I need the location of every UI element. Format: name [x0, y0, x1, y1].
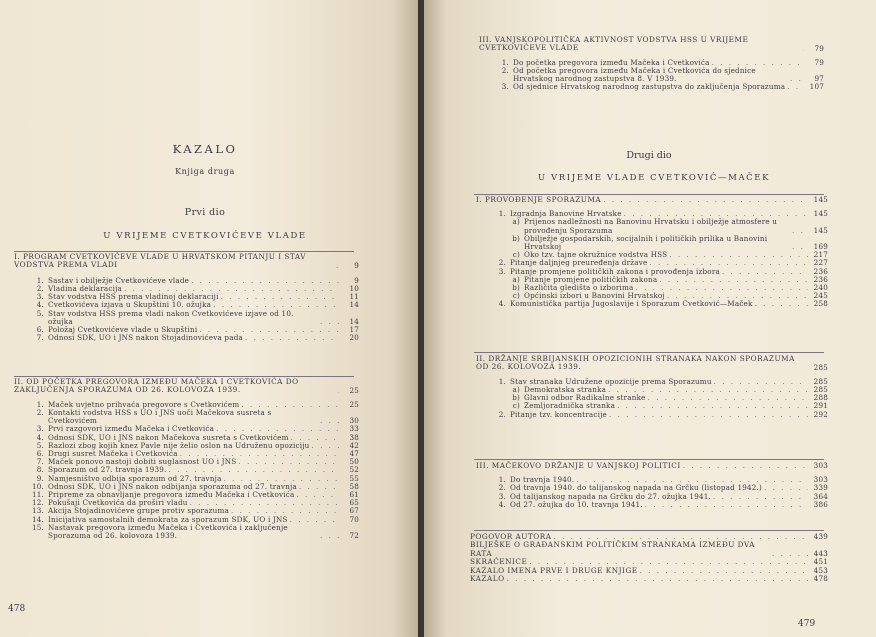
entry-number: 8. — [36, 465, 44, 475]
entry-text: Od sjednice Hrvatskog narodnog zastupstva do zaključenja Sporazuma — [513, 82, 786, 92]
provodjenje-heading — [476, 196, 828, 204]
entry-text: Vladina deklaracija — [48, 284, 123, 294]
entry-text: Prijenos nadležnosti na Banovinu Hrvatsku i obilježje atmosfere u provođenju Sporazuma — [524, 217, 778, 235]
entry-page: 33 — [349, 424, 359, 434]
divider — [474, 459, 824, 460]
section-drzanje — [476, 355, 828, 419]
entry-page: 285 — [813, 385, 828, 395]
entry-number: 9. — [36, 473, 44, 483]
dot-leader — [755, 300, 808, 308]
right-page — [424, 0, 876, 637]
toc-entry — [14, 409, 359, 425]
entry-number: 2. — [501, 66, 509, 76]
entry-text: Pitanje tzv. koncentracije — [510, 409, 607, 419]
entry-page: 145 — [813, 209, 828, 219]
provodjenje-title: I. PROVOĐENJE SPORAZUMA — [476, 195, 602, 204]
entry-text: Položaj Cvetkovićeve vlade u Skupštini — [48, 325, 198, 335]
dot-leader — [764, 484, 808, 492]
entry-text: Inicijativa samostalnih demokrata za sporazum SDK, UO i JNS — [48, 514, 288, 524]
entry-number: c) — [512, 401, 520, 411]
entry-page: 42 — [349, 440, 359, 450]
entry-number: 7. — [36, 333, 44, 343]
entry-page: 65 — [349, 498, 359, 508]
entry-text: Maček ponovo nastoji dobiti suglasnost UO i JNS — [48, 457, 237, 467]
entry-page: 50 — [349, 457, 359, 467]
entry-text: Nastavak pregovora između Mačeka i Cvetkovića i zaključenje Sporazuma od 26. kolovoza 1939. — [48, 522, 288, 541]
entry-number: 14. — [31, 514, 44, 524]
entry-number: 6. — [36, 449, 44, 459]
entry-page: 10 — [349, 284, 359, 294]
entry-text: Odnosi SDK, UO i JNS nakon odbijanja sporazuma od 27. travnja — [48, 481, 297, 491]
toc-entry — [479, 83, 824, 91]
closing-title: KAZALO — [470, 574, 505, 584]
part-title: Prvi dio — [184, 207, 226, 218]
entry-page: 70 — [349, 514, 359, 524]
entry-text: Općinski izbori u Banovini Hrvatskoj — [524, 291, 665, 301]
entry-page: 97 — [814, 74, 824, 84]
part-two-subtitle: U VRIJEME VLADE CVETKOVIĆ—MAČEK — [537, 173, 771, 183]
entry-text: Komunistička partija Jugoslavije i Sporazum Cvetković—Maček — [510, 299, 753, 309]
section-2-heading — [14, 378, 359, 395]
entry-page: 217 — [813, 250, 828, 260]
entry-text: Pokušaji Cvetkovića da proširi vladu — [48, 498, 188, 508]
dot-leader — [320, 318, 339, 326]
entry-page: 52 — [349, 465, 359, 475]
dot-leader — [238, 458, 339, 466]
provodjenje-page: 145 — [813, 195, 828, 204]
dot-leader — [312, 442, 339, 450]
entry-page: 30 — [349, 416, 359, 426]
closing-entry — [470, 541, 828, 558]
vanjska-title: III. MAČEKOVO DRŽANJE U VANJSKOJ POLITICI — [476, 461, 681, 470]
entry-text: Stav vodstva HSS prema vladi nakon Cvetkovićeve izjave od 10. ožujka — [48, 308, 294, 326]
index-heading: KAZALO — [172, 142, 238, 156]
entry-page: 386 — [813, 499, 828, 509]
entry-text: Od travnja 1940. do talijanskog napada na Grčku (listopad 1942.) — [510, 483, 763, 493]
entry-text: Izgradnja Banovine Hrvatske — [510, 209, 622, 219]
entry-page: 145 — [813, 225, 828, 235]
closing-title: POGOVOR AUTORA — [470, 532, 552, 541]
closing-page: 453 — [813, 565, 828, 575]
entry-page: 17 — [349, 325, 359, 335]
entry-text: Sporazum od 27. travnja 1939. — [48, 465, 167, 475]
closing-title: BILJEŠKE O GRAĐANSKIM POLITIČKIM STRANKAMA IZMEĐU DVA RATA — [470, 540, 755, 558]
toc-entry — [476, 411, 828, 419]
dot-leader — [221, 293, 339, 301]
closing-page: 451 — [813, 557, 828, 567]
part-two-title: Drugi dio — [626, 150, 672, 161]
entry-text: Odnosi SDK, UO i JNS nakon Stojadinovićeva pada — [48, 333, 244, 343]
entry-number: 15. — [31, 522, 44, 532]
dot-leader — [640, 567, 808, 575]
entry-number: 1. — [36, 399, 44, 409]
divider — [474, 352, 824, 353]
drzanje-page: 285 — [813, 362, 828, 372]
entry-number: c) — [512, 250, 520, 260]
entry-number: 7. — [36, 457, 44, 467]
section-2-title: II. OD POČETKA PREGOVORA IZMEĐU MAČEKA I CVETKOVIĆA DO ZAKLJUČENJA SPORAZUMA OD 26. KOLOVOZA 1939. — [14, 377, 299, 395]
closing-entry — [470, 575, 828, 583]
dot-leader — [713, 493, 808, 501]
entry-number: a) — [512, 274, 520, 284]
entry-number: 3. — [498, 266, 506, 276]
entry-text: Stav vodstva HSS prema vladinoj deklaraciji — [48, 292, 219, 302]
entry-text: Prvi razgovori između Mačeka i Cvetkovića — [48, 424, 215, 434]
dot-leader — [669, 251, 808, 259]
toc-entry — [479, 67, 824, 83]
dot-leader — [772, 550, 808, 558]
entry-page: 14 — [349, 316, 359, 326]
entry-text: Kontakti vodstva HSS s UO i JNS uoči Mačekova susreta s Cvetkovićem — [48, 408, 272, 426]
section-3-items — [479, 59, 824, 92]
entry-number: 6. — [36, 325, 44, 335]
divider — [474, 530, 824, 531]
entry-text: Pitanje promjene političkih zakona — [524, 274, 658, 284]
vanjska-heading — [476, 462, 828, 470]
dot-leader — [320, 532, 339, 540]
entry-text: Pitanje daljnjeg preuređenja države — [510, 258, 648, 268]
entry-number: b) — [512, 393, 520, 403]
section-2-items — [14, 401, 359, 540]
entry-page: 364 — [813, 491, 828, 501]
entry-text: Oko tzv. tajne okružnice vodstva HSS — [524, 250, 668, 260]
toc-entry — [476, 235, 828, 251]
entry-text: Sastav i obilježje Cvetkovićeve vlade — [48, 275, 190, 285]
section-1 — [14, 253, 359, 342]
entry-number: 2. — [36, 284, 44, 294]
section-1-items — [14, 277, 359, 343]
section-3-heading — [479, 36, 824, 53]
entry-page: 55 — [349, 473, 359, 483]
vanjska-page: 303 — [813, 461, 828, 470]
drzanje-heading — [476, 355, 828, 372]
entry-number: 2. — [36, 408, 44, 418]
entry-page: 169 — [813, 242, 828, 251]
entry-text: Od 27. ožujka do 10. travnja 1941. — [510, 499, 643, 509]
entry-page: 61 — [349, 490, 359, 500]
entry-number: 2. — [498, 483, 506, 493]
entry-text: Od talijanskog napada na Grčku do 27. ožujka 1941. — [510, 491, 711, 501]
vanjska-items — [476, 476, 828, 509]
dot-leader — [722, 268, 808, 276]
entry-number: 1. — [498, 376, 506, 386]
entry-number: b) — [512, 233, 520, 243]
dot-leader — [645, 501, 808, 509]
entry-number: c) — [512, 291, 520, 301]
entry-page: 25 — [349, 399, 359, 409]
toc-entry — [14, 334, 359, 342]
entry-number: 5. — [36, 308, 44, 318]
dot-leader — [714, 378, 808, 386]
entry-page: 339 — [813, 483, 828, 493]
entry-page: 20 — [349, 333, 359, 343]
dot-leader — [792, 227, 808, 235]
entry-number: 3. — [501, 82, 509, 92]
provodjenje-items — [476, 210, 828, 308]
entry-number: 3. — [36, 292, 44, 302]
entry-number: 1. — [36, 275, 44, 285]
left-page — [0, 0, 418, 637]
section-3-title: III. VANJSKOPOLITIČKA AKTIVNOST VODSTVA HSS U VRIJEME CVETKOVIĆEVE VLADE — [479, 35, 749, 53]
entry-number: 4. — [498, 499, 506, 509]
section-3 — [479, 36, 824, 92]
dot-leader — [790, 75, 804, 83]
toc-entry — [14, 310, 359, 326]
entry-page: 107 — [809, 82, 824, 92]
entry-page: 38 — [349, 432, 359, 442]
dot-leader — [245, 334, 339, 342]
entry-page: 58 — [349, 481, 359, 491]
entry-page: 72 — [349, 531, 359, 541]
dot-leader — [609, 411, 808, 419]
entry-number: a) — [512, 385, 520, 395]
entry-text: Akcija Stojadinovićeve grupe protiv sporazuma — [48, 506, 229, 516]
entry-page: 292 — [813, 409, 828, 419]
section-3-page: 79 — [814, 43, 824, 53]
entry-number: 2. — [498, 258, 506, 268]
page-number-left: 478 — [8, 604, 26, 614]
closing-sections — [470, 533, 828, 583]
entry-text: Do početka pregovora između Mačeka i Cvetkovića — [513, 57, 710, 67]
section-1-page: 9 — [354, 260, 359, 270]
book-subheading: Knjiga druga — [175, 167, 235, 176]
entry-text: Odnosi SDK, UO i JNS nakon Mačekova susreta s Cvetkovićem — [48, 432, 289, 442]
dot-leader — [191, 277, 339, 285]
entry-text: Glavni odbor Radikalne stranke — [524, 393, 646, 403]
entry-number: 1. — [501, 57, 509, 67]
part-subtitle: U VRIJEME CVETKOVIĆEVE VLADE — [103, 231, 307, 241]
section-provodjenje — [476, 196, 828, 309]
entry-number: 3. — [498, 491, 506, 501]
entry-text: Pripreme za obnavljanje pregovora između Mačeka i Cvetkovića — [48, 490, 295, 500]
entry-number: 10. — [31, 481, 44, 491]
toc-entry — [14, 524, 359, 540]
entry-page: 67 — [349, 506, 359, 516]
entry-number: b) — [512, 283, 520, 293]
dot-leader — [296, 491, 339, 499]
entry-number: 2. — [498, 409, 506, 419]
entry-page: 291 — [813, 401, 828, 411]
entry-text: Cvetkovićeva izjava u Skupštini 10. ožujka — [48, 300, 212, 310]
section-1-title: I. PROGRAM CVETKOVIĆEVE VLADE U HRVATSKOM PITANJU I STAV VODSTVA PREMA VLADI — [14, 252, 307, 270]
entry-page: 9 — [354, 275, 359, 285]
entry-page: 11 — [349, 292, 359, 302]
dot-leader — [792, 243, 808, 251]
closing-title: KAZALO IMENA PRVE I DRUGE KNJIGE — [470, 565, 638, 575]
dot-leader — [320, 417, 339, 425]
dot-leader — [507, 575, 808, 583]
entry-number: 1. — [498, 209, 506, 219]
entry-page: 79 — [814, 57, 824, 67]
drzanje-title: II. DRŽANJE SRBIJANSKIH OPOZICIONIH STRANAKA NAKON SPORAZUMA OD 26. KOLOVOZA 1939. — [476, 354, 795, 372]
dot-leader — [290, 516, 339, 524]
entry-number: 11. — [31, 490, 44, 500]
entry-number: 4. — [36, 432, 44, 442]
section-2 — [14, 378, 359, 540]
section-1-heading — [14, 253, 359, 270]
entry-page: 236 — [813, 274, 828, 284]
entry-text: Drugi susret Mačeka i Cvetkovića — [48, 449, 178, 459]
closing-page: 478 — [813, 574, 828, 584]
entry-number: 13. — [31, 506, 44, 516]
section-2-page: 25 — [349, 385, 359, 395]
entry-number: 3. — [36, 424, 44, 434]
entry-page: 14 — [349, 300, 359, 310]
entry-number: 4. — [36, 300, 44, 310]
entry-text: Različita gledišta o izborima — [524, 283, 634, 293]
entry-text: Do travnja 1940. — [510, 475, 575, 485]
entry-page: 240 — [813, 283, 828, 293]
entry-text: Demokratska stranka — [524, 385, 607, 395]
dot-leader — [299, 483, 339, 491]
entry-page: 303 — [813, 475, 828, 485]
entry-text: Pitanje promjene političkih zakona i provođenja izbora — [510, 266, 720, 276]
entry-page: 47 — [349, 449, 359, 459]
entry-text: Razlozi zbog kojih knez Pavle nije želio oslon na Udruženu opoziciju — [48, 440, 310, 450]
closing-title: SKRAĆENICE — [470, 557, 528, 567]
entry-page: 285 — [813, 376, 828, 386]
toc-entry — [476, 300, 828, 308]
entry-number: 5. — [36, 440, 44, 450]
entry-number: 12. — [31, 498, 44, 508]
entry-text: Maček uvjetno prihvaća pregovore s Cvetkovićem — [48, 399, 240, 409]
page-number-right: 479 — [798, 619, 816, 629]
entry-page: 236 — [813, 266, 828, 276]
entry-page: 258 — [813, 299, 828, 309]
closing-page: 439 — [813, 532, 828, 542]
entry-text: Namjesništvo odbija sporazum od 27. travnja — [48, 473, 222, 483]
section-vanjska — [476, 462, 828, 509]
dot-leader — [617, 402, 808, 410]
entry-text: Od početka pregovora između Mačeka i Cvetkovića do sjednice Hrvatskog narodnog zastupstva 8. V 1939. — [513, 66, 756, 84]
toc-entry — [476, 501, 828, 509]
dot-leader — [659, 276, 808, 284]
toc-entry — [476, 218, 828, 234]
closing-entry — [470, 567, 828, 575]
entry-number: 1. — [498, 475, 506, 485]
dot-leader — [648, 394, 808, 402]
closing-page: 443 — [813, 549, 828, 559]
entry-number: a) — [512, 217, 520, 227]
entry-page: 245 — [813, 291, 828, 301]
drzanje-items — [476, 378, 828, 419]
dot-leader — [787, 83, 804, 91]
entry-page: 227 — [813, 258, 828, 268]
entry-text: Obilježje gospodarskih, socijalnih i političkih prilika u Banovini Hrvatskoj — [524, 233, 768, 251]
entry-number: 4. — [498, 299, 506, 309]
entry-text: Stav stranaka Udružene opozicije prema Sporazumu — [510, 376, 712, 386]
entry-page: 288 — [813, 393, 828, 403]
entry-text: Zemljoradnička stranka — [524, 401, 616, 411]
